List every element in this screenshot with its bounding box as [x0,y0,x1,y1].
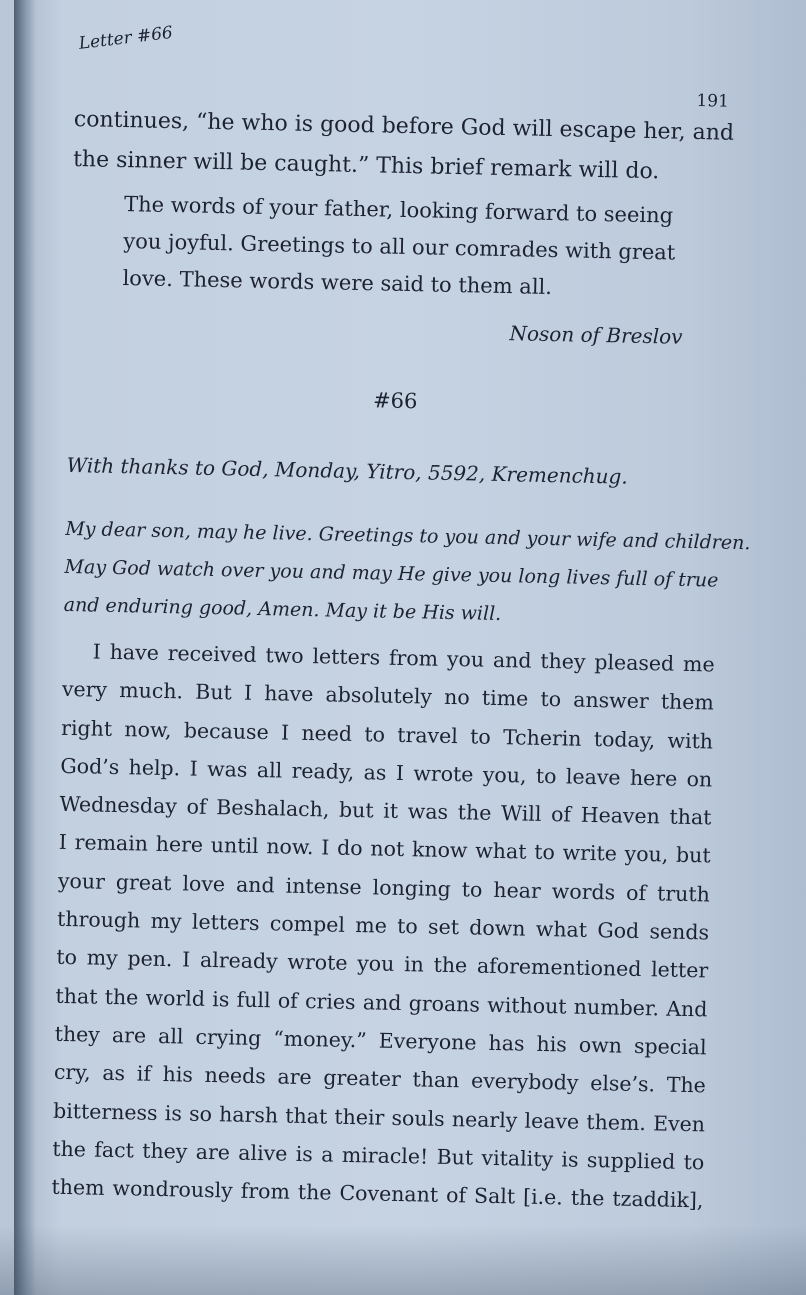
page-content [51,20,751,1213]
text-line: Wednesday of Beshalach, but it was the Will of Heaven that [59,792,712,830]
text-line: I have received two letters from you and they pleased me [92,639,715,677]
text-line: May God watch over you and may He give you long lives full of true [64,555,719,592]
text-line: through my letters compel me to set down what God sends [56,906,710,945]
continuation-paragraph [73,100,735,194]
text-line: bitterness is so harsh that their souls nearly leave them. Even [52,1098,706,1136]
running-head: Letter #66 [77,22,174,54]
text-line: love. These words were said to them all. [122,266,553,300]
dateline: With thanks to God, Monday, Yitro, 5592, Kremenchug. [66,452,628,489]
letter-body [51,632,715,1220]
closing-paragraph [122,186,676,308]
salutation-paragraph [63,510,751,638]
text-line: the sinner will be caught.” This brief remark will do. [72,146,660,185]
text-line: your great love and intense longing to hear words of truth [57,868,711,907]
page-gutter-shadow [14,0,36,1295]
text-line: very much. But I have absolutely no time to answer them [61,677,715,715]
signature: Noson of Breslov [509,321,683,349]
text-line: to my pen. I already wrote you in the aforementioned letter [56,945,709,983]
text-line: The words of your father, looking forward to seeing [123,192,674,228]
text-line: My dear son, may he live. Greetings to you and your wife and children. [65,517,751,555]
text-line: and enduring good, Amen. May it be His will. [63,593,502,626]
text-line: they are all crying “money.” Everyone has his own special [54,1021,707,1060]
text-line: you joyful. Greetings to all our comrades with great [123,229,676,265]
page-number: 191 [696,91,730,112]
book-page [14,0,806,1295]
text-line: them wondrously from the Covenant of Salt [i.e. the tzaddik], [51,1174,704,1213]
text-line: right now, because I need to travel to Tcherin today, with [60,715,714,754]
text-line: cry, as if his needs are greater than everybody else’s. The [53,1060,707,1098]
text-line: the fact they are alive is a miracle! But vitality is supplied to [52,1136,705,1175]
text-line: God’s help. I was all ready, as I wrote you, to leave here on [60,753,713,792]
bottom-shadow [0,1225,806,1295]
text-line: continues, “he who is good before God will escape her, and [73,106,735,146]
text-line: that the world is full of cries and groans without number. And [55,983,708,1022]
text-line: I remain here until now. I do not know what to write you, but [58,830,711,868]
letter-number-heading: #66 [372,388,418,414]
